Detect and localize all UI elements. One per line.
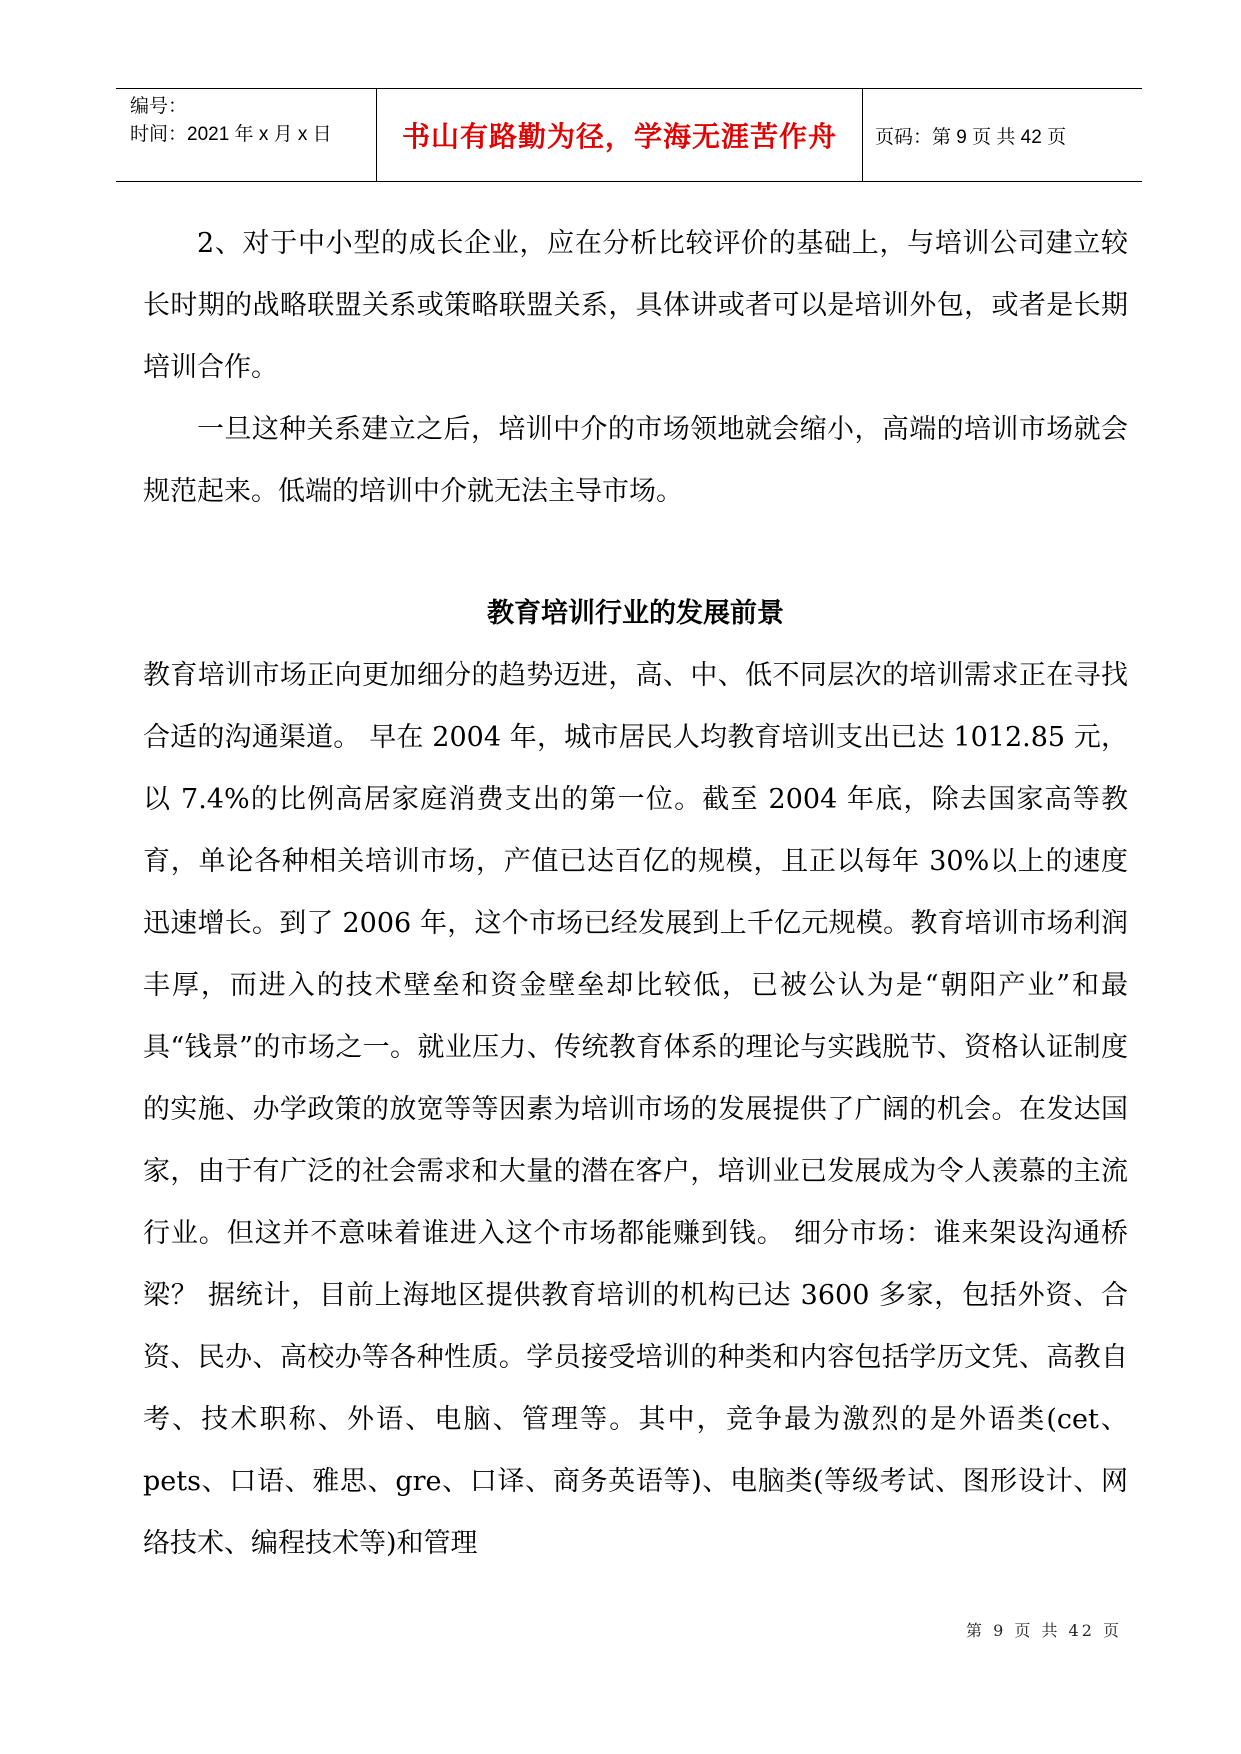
paragraph-1: 2、对于中小型的成长企业，应在分析比较评价的基础上，与培训公司建立较长时期的战略联盟关系或策略联盟关系，具体讲或者可以是培训外包，或者是长期培训合作。 xyxy=(143,228,1128,383)
paragraph-3: 教育培训市场正向更加细分的趋势迈进，高、中、低不同层次的培训需求正在寻找合适的沟通渠道。 早在 2004 年，城市居民人均教育培训支出已达 1012.85 元，以 7.4%的比例高居家庭消费支出的第一位。截至 2004 年底，除去国家高等教育，单论各种相关培训市场，产值已达百亿的规模，且正以每年 30%以上的速度迅速增长。到了 2006 年，这个市场已经发展到上千亿元规模。教育培训市场利润丰厚，而进入的技术壁垒和资金壁垒却比较低，已被公认为是“朝阳产业”和最具“钱景”的市场之一。就业压力、传统教育体系的理论与实践脱节、资格认证制度的实施、办学政策的放宽等等因素为培训市场的发展提供了广阔的机会。在发达国家，由于有广泛的社会需求和大量的潜在客户，培训业已发展成为令人羡慕的主流行业。但这并不意味着谁进入这个市场都能赚到钱。 细分市场：谁来架设沟通桥梁？ 据统计，目前上海地区提供教育培训的机构已达 3600 多家，包括外资、合资、民办、高校办等各种性质。学员接受培训的种类和内容包括学历文凭、高教自考、技术职称、外语、电脑、管理等。其中，竞争最为激烈的是外语类(cet、pets、口语、雅思、gre、口译、商务英语等)、电脑类(等级考试、图形设计、网络技术、编程技术等)和管理 xyxy=(143,660,1128,1559)
header-motto: 书山有路勤为径，学海无涯苦作舟 xyxy=(401,120,837,153)
page-number-label: 页码：第 9 页 共 42 页 xyxy=(875,126,1067,148)
number-label: 编号： xyxy=(130,96,188,117)
date-label: 时间：2021 年 x 月 x 日 xyxy=(130,124,332,145)
header-motto-cell xyxy=(376,89,863,181)
paragraph-2: 一旦这种关系建立之后，培训中介的市场领地就会缩小，高端的培训市场就会规范起来。低端的培训中介就无法主导市场。 xyxy=(143,414,1128,507)
document-body xyxy=(143,213,1128,1575)
footer-page-number: 第 9 页 共 42 页 xyxy=(966,1621,1122,1640)
document-header xyxy=(116,88,1142,182)
section-heading: 教育培训行业的发展前景 xyxy=(487,598,784,629)
header-page-info xyxy=(863,89,1142,181)
header-meta xyxy=(116,89,376,181)
